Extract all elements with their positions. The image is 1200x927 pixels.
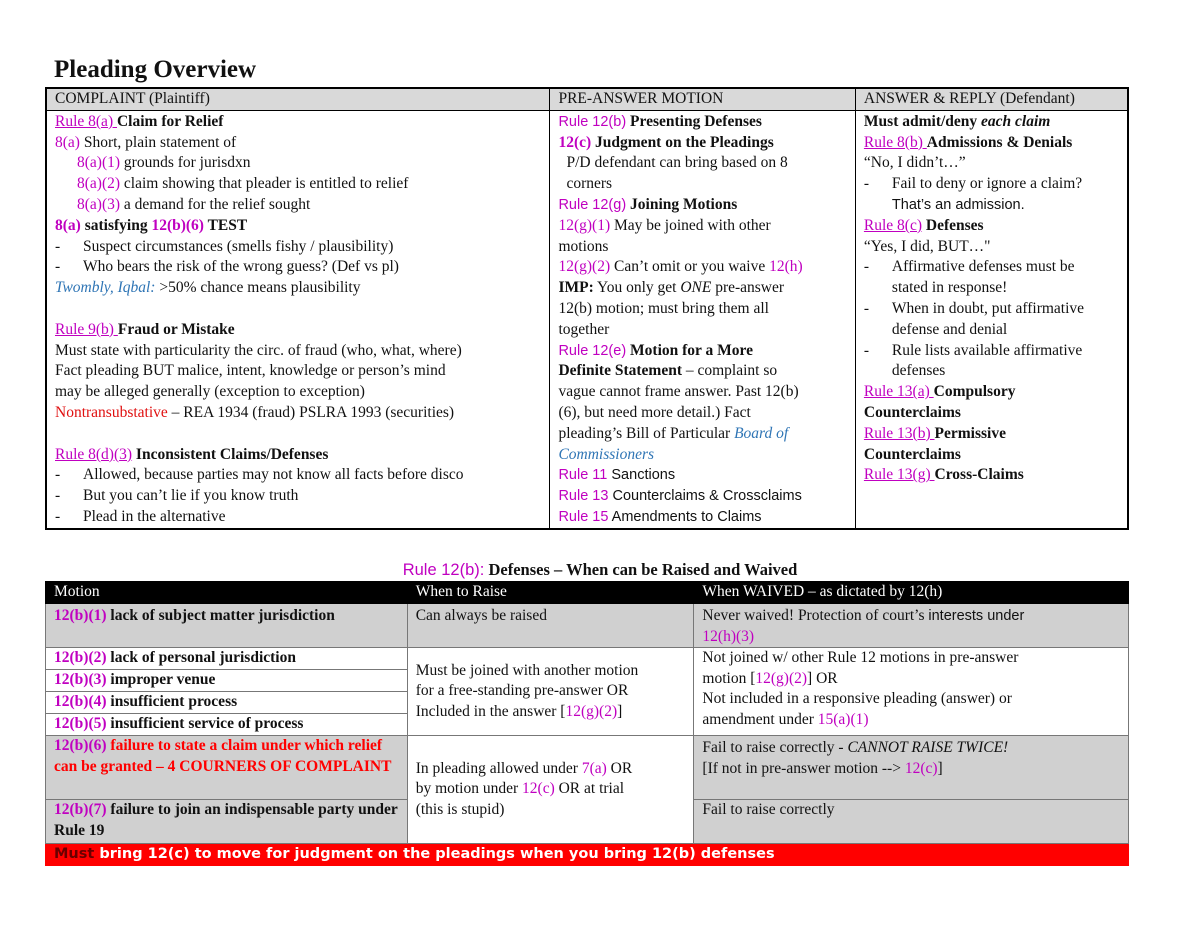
rule-12c-text: P/D defendant can bring based on 8	[566, 154, 788, 172]
rule-12e-text: Commissioners	[558, 445, 655, 463]
list-item: - But you can’t lie if you know truth	[55, 487, 299, 505]
header-when-waived: When WAIVED – as dictated by 12(h)	[694, 582, 1129, 604]
rule-12e-heading: Rule 12(e) Motion for a More	[558, 341, 753, 359]
list-item: - Allowed, because parties may not know all facts before disco	[55, 466, 464, 484]
rule-13g-heading: Rule 13(g) Cross-Claims	[863, 466, 1024, 484]
rule-8b-quote: “No, I didn’t…”	[863, 154, 966, 172]
table-row-12b1-raise: Can always be raised	[407, 604, 694, 648]
imp-line: IMP: You only get ONE pre-answer	[558, 279, 785, 297]
rule-8a1: 8(a)(1) grounds for jurisdxn	[77, 154, 251, 172]
table-row-12b6-motion: 12(b)(6) failure to state a claim under which relief can be granted – 4 COURNERS OF COMPLAINT	[46, 736, 408, 800]
table-row-12b1-motion: 12(b)(1) lack of subject matter jurisdiction	[46, 604, 408, 648]
table-row-12b3-motion: 12(b)(3) improper venue	[46, 670, 408, 692]
rule-13a-heading: Counterclaims	[863, 403, 961, 421]
table-row-12b2-motion: 12(b)(2) lack of personal jurisdiction	[46, 648, 408, 670]
table-row-group3-raise: In pleading allowed under 7(a) OR by motion under 12(c) OR at trial (this is stupid)	[407, 736, 694, 844]
table-row-12b4-motion: 12(b)(4) insufficient process	[46, 692, 408, 714]
page-title: Pleading Overview	[54, 56, 257, 83]
rule-12c-heading: 12(c) Judgment on the Pleadings	[558, 133, 774, 151]
pleading-overview-table	[45, 87, 1129, 530]
imp-text: 12(b) motion; must bring them all	[558, 299, 769, 317]
table-row-12b7-waived: Fail to raise correctly	[694, 800, 1129, 844]
rule-13b-heading: Counterclaims	[863, 445, 961, 463]
rule-8a2: 8(a)(2) claim showing that pleader is entitled to relief	[77, 175, 409, 193]
header-complaint: COMPLAINT (Plaintiff)	[46, 88, 550, 110]
rule-9b-text: may be alleged generally (exception to exception)	[55, 383, 365, 401]
nontrans-line: Nontransubstative – REA 1934 (fraud) PSLRA 1993 (securities)	[55, 403, 455, 421]
rule-12e-text: (6), but need more detail.) Fact	[558, 403, 751, 421]
rule-12b-heading: Rule 12(b) Presenting Defenses	[558, 112, 762, 130]
rule-12e-text: pleading’s Bill of Particular Board of	[558, 424, 789, 442]
rule-12b-table	[45, 581, 1129, 866]
test-heading: 8(a) satisfying 12(b)(6) TEST	[55, 216, 248, 234]
table-row-12b1-waived: Never waived! Protection of court’s interests under 12(h)(3)	[694, 604, 1129, 648]
pre-answer-cell	[550, 110, 855, 528]
list-item: - Affirmative defenses must be stated in response!	[863, 258, 1075, 297]
header-when-to-raise: When to Raise	[407, 582, 694, 604]
rule-9b-heading: Rule 9(b) Fraud or Mistake	[55, 320, 235, 338]
rule-12c-text: corners	[566, 175, 613, 193]
table-row-group2-raise: Must be joined with another motion for a free-standing pre-answer OR Included in the answer [12(g)(2)]	[407, 648, 694, 736]
rule-12e-text: vague cannot frame answer. Past 12(b)	[558, 383, 799, 401]
table-row-12b7-motion: 12(b)(7) failure to join an indispensable party under Rule 19	[46, 800, 408, 844]
rule-11-line: Rule 11 Sanctions	[558, 467, 676, 484]
rule-12g1-text: motions	[558, 237, 609, 255]
rule-13-line: Rule 13 Counterclaims & Crossclaims	[558, 488, 802, 505]
imp-text: together	[558, 320, 610, 338]
table-row-12b5-motion: 12(b)(5) insufficient service of process	[46, 714, 408, 736]
rule-12g1: 12(g)(1) May be joined with other	[558, 216, 771, 234]
complaint-cell	[46, 110, 550, 528]
rule-9b-text: Must state with particularity the circ. of fraud (who, what, where)	[55, 341, 462, 359]
list-item: - Who bears the risk of the wrong guess? (Def vs pl)	[55, 258, 399, 276]
rule-8a-intro: 8(a) Short, plain statement of	[55, 133, 237, 151]
rule-8c-heading: Rule 8(c) Defenses	[863, 216, 984, 234]
list-item: - When in doubt, put affirmative defense and denial	[863, 299, 1085, 338]
twombly-line: Twombly, Iqbal: >50% chance means plausibility	[55, 279, 361, 297]
rule-12e-text: Definite Statement – complaint so	[558, 362, 778, 380]
list-item: - Fail to deny or ignore a claim? That’s an admission.	[863, 175, 1083, 213]
header-answer-reply: ANSWER & REPLY (Defendant)	[855, 88, 1128, 110]
rule-9b-text: Fact pleading BUT malice, intent, knowledge or person’s mind	[55, 362, 446, 380]
rule-8a-heading: Rule 8(a) Claim for Relief	[55, 112, 224, 130]
rule-8c-quote: “Yes, I did, BUT…"	[863, 237, 991, 255]
table-row-group2-waived: Not joined w/ other Rule 12 motions in pre-answer motion [12(g)(2)] OR Not included in a responsive pleading (answer) or amendment under 15(a)(1)	[694, 648, 1129, 736]
rule-12g-heading: Rule 12(g) Joining Motions	[558, 195, 738, 213]
rule-13a-heading: Rule 13(a) Compulsory	[863, 383, 1016, 401]
list-item: - Plead in the alternative	[55, 507, 226, 525]
list-item: - Suspect circumstances (smells fishy / plausibility)	[55, 237, 394, 255]
rule-12b-section-heading: Rule 12(b): Defenses – When can be Raised and Waived	[402, 560, 798, 579]
table-row-12b6-waived: Fail to raise correctly - CANNOT RAISE TWICE! [If not in pre-answer motion --> 12(c)]	[694, 736, 1129, 800]
list-item: - Rule lists available affirmative defenses	[863, 341, 1083, 380]
rule-15-line: Rule 15 Amendments to Claims	[558, 508, 762, 525]
header-pre-answer: PRE-ANSWER MOTION	[550, 88, 855, 110]
must-admit-line: Must admit/deny each claim	[863, 112, 1051, 130]
rule-12g2: 12(g)(2) Can’t omit or you waive 12(h)	[558, 258, 803, 276]
rule-8a3: 8(a)(3) a demand for the relief sought	[77, 195, 311, 213]
header-motion: Motion	[46, 582, 408, 604]
rule-8d3-heading: Rule 8(d)(3) Inconsistent Claims/Defenses	[55, 445, 329, 463]
rule-13b-heading: Rule 13(b) Permissive	[863, 424, 1006, 442]
answer-cell	[855, 110, 1128, 528]
footer-note-bar: Must bring 12(c) to move for judgment on the pleadings when you bring 12(b) defenses	[46, 844, 1129, 866]
rule-8b-heading: Rule 8(b) Admissions & Denials	[863, 133, 1073, 151]
